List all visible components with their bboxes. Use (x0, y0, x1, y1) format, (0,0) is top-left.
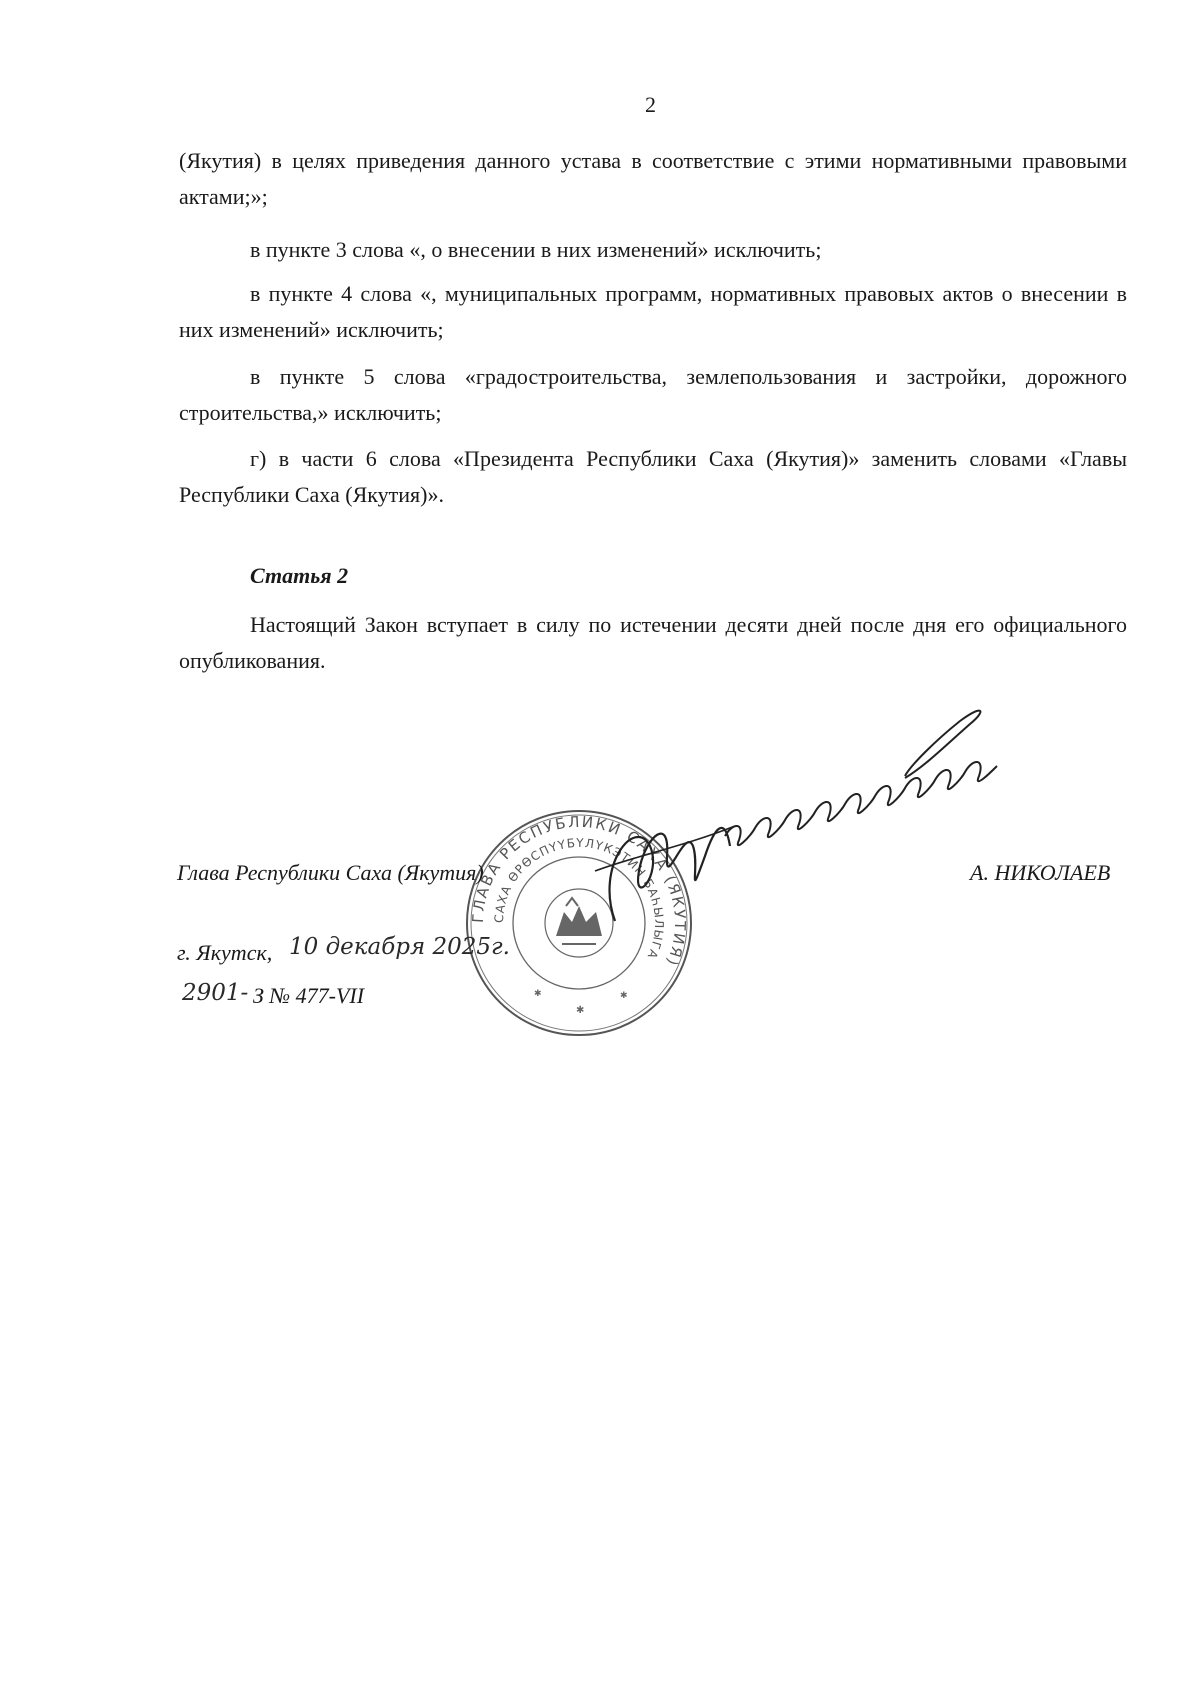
paragraph-5: г) в части 6 слова «Президента Республики Саха (Якутия)» заменить словами «Главы Республики Саха (Якутия)». (179, 446, 1127, 507)
handwritten-signature (575, 706, 1075, 946)
paragraph-3: в пункте 4 слова «, муниципальных программ, нормативных правовых актов о внесении в них изменений» исключить; (179, 281, 1127, 342)
position-title: Глава Республики Саха (Якутия) (177, 860, 484, 885)
seal-outer-text: ГЛАВА РЕСПУБЛИКИ САХА (ЯКУТИЯ) (468, 812, 690, 970)
paragraph-4: в пункте 5 слова «градостроительства, землепользования и застройки, дорожного строительства,» исключить; (179, 364, 1127, 425)
paragraph-1: (Якутия) в целях приведения данного устава в соответствие с этими нормативными правовыми актами;»; (179, 148, 1127, 209)
article-heading: Статья 2 (250, 563, 349, 588)
law-number: З № 477-VII (253, 983, 365, 1008)
page-number: 2 (645, 92, 656, 117)
signatory-name: А. НИКОЛАЕВ (970, 860, 1111, 885)
article-text: Настоящий Закон вступает в силу по истечении десяти дней после дня его официального опубликования. (179, 612, 1127, 673)
handwritten-date: 10 декабря 2025г. (289, 934, 510, 960)
svg-text:✱: ✱ (620, 990, 628, 1000)
paragraph-2: в пункте 3 слова «, о внесении в них изменений» исключить; (250, 237, 822, 262)
seal-inner-text: САХА ӨРӨСПҮҮБҮЛҮКЭТИН БАҺЫЛЫГА (491, 835, 667, 962)
city-label: г. Якутск, (177, 940, 273, 965)
svg-text:✱: ✱ (576, 1005, 585, 1016)
handwritten-number: 2901- (182, 980, 249, 1006)
svg-text:✱: ✱ (534, 988, 542, 998)
